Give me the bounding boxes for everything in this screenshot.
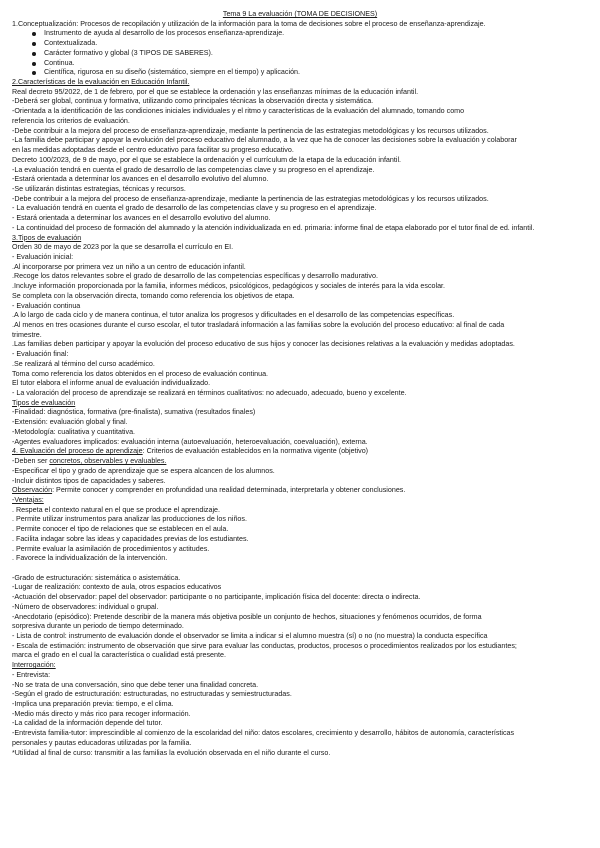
text-line: - Evaluación final: [12, 350, 69, 359]
line-text: : Permite conocer y comprender en profundidad una realidad determinada, interpretarla y obtener conclusiones. [52, 486, 406, 495]
text-line: . Favorece la individualización de la intervención. [12, 554, 168, 563]
text-line: .Incluye información proporcionada por la familia, informes médicos, psicológicos, pedagógicos y sociales de interés para la vida escolar. [12, 282, 446, 291]
document-title: Tema 9 La evaluación (TOMA DE DECISIONES) [222, 10, 378, 18]
mixed-line [12, 457, 588, 467]
underlined-text: 4. Evaluación del proceso de aprendizaje [12, 447, 143, 456]
text-line: marca el grado en el cual la característica o cualidad está presente. [12, 651, 226, 660]
line-text: : Criterios de evaluación establecidos en la normativa vigente (objetivo) [142, 447, 369, 456]
text-line: 1.Conceptualización: Procesos de recopilación y utilización de la información para la toma de decisiones sobre el proceso de enseñanza-aprendizaje. [12, 19, 486, 28]
section-heading: 2.Características de la evaluación en Educación Infantil. [12, 78, 190, 87]
text-line: . Facilita indagar sobre las ideas y capacidades previas de los estudiantes. [12, 534, 249, 543]
text-line: . Permite utilizar instrumentos para analizar las producciones de los niños. [12, 515, 247, 524]
text-line: .Al incorporarse por primera vez un niño a un centro de educación infantil. [12, 262, 246, 271]
text-line: -Metodología: cualitativa y cuantitativa. [12, 427, 136, 436]
text-line: -La calidad de la información depende del tutor. [12, 719, 163, 728]
text-line: El tutor elabora el informe anual de evaluación individualizado. [12, 379, 211, 388]
text-line [12, 564, 588, 574]
text-line: -Según el grado de estructuración: estructuradas, no estructuradas y semiestructuradas. [12, 690, 292, 699]
text-line: . Permite evaluar la asimilación de procedimientos y actitudes. [12, 544, 210, 553]
text-line: Toma como referencia los datos obtenidos en el proceso de evaluación continua. [12, 369, 269, 378]
text-line: . Permite conocer el tipo de relaciones que se establecen en el aula. [12, 525, 229, 534]
text-line: - Lista de control: instrumento de evaluación donde el observador se limita a indicar si el alumno muestra (sí) o no (no muestra) la conducta específica [12, 632, 488, 640]
text-line: -Medio más directo y más rico para recoger información. [12, 709, 191, 718]
text-line: -Número de observadores: individual o grupal. [12, 602, 159, 611]
text-line: -Anecdotario (episódico): Pretende describir de la manera más objetiva posible un conjunto de hechos, situaciones y fenómenos ocurridos, de forma [12, 612, 482, 621]
text-line: .Las familias deben participar y apoyar la evolución del proceso educativo de sus hijos y conocer las decisiones relativas a la evaluación y medidas adoptadas. [12, 340, 515, 349]
text-line: . Respeta el contexto natural en el que se produce el aprendizaje. [12, 505, 221, 514]
text-line: -Se utilizarán distintas estrategias, técnicas y recursos. [12, 184, 186, 193]
text-line: - La continuidad del proceso de formación del alumnado y la atención individualizada en ed. primaria: informe final de etapa elaborado por el tutor final de ed. infantil. [12, 223, 535, 232]
text-line: -No se trata de una conversación, sino que debe tener una finalidad concreta. [12, 680, 259, 689]
text-line: -La familia debe participar y apoyar la evolución del proceso educativo del alumnado, a la vez que ha de conocer las decisiones sobre la evaluación y colaborar [12, 136, 517, 145]
underlined-text: concretos, observables y evaluables. [49, 457, 167, 466]
text-line: - Evaluación continua [12, 301, 81, 310]
text-line: -Debe contribuir a la mejora del proceso de enseñanza-aprendizaje, mediante la pertinencia de las estrategias metodológicas y los recursos utilizados. [12, 126, 489, 135]
bullet-item: Científica, rigurosa en su diseño (sistemático, siempre en el tiempo) y aplicación. [12, 68, 588, 78]
text-line: -Grado de estructuración: sistemática o asistemática. [12, 573, 181, 582]
bullet-item: Instrumento de ayuda al desarrollo de los procesos enseñanza-aprendizaje. [12, 29, 588, 39]
text-line: Decreto 100/2023, de 9 de mayo, por el que se establece la ordenación y el currículum de la etapa de la educación infantil. [12, 155, 402, 164]
text-line: - La evaluación tendrá en cuenta el grado de desarrollo de las competencias clave y su progreso en el aprendizaje. [12, 204, 377, 213]
section-heading: 3.Tipos de evaluación [12, 233, 82, 242]
bullet-item: Carácter formativo y global (3 TIPOS DE SABERES). [12, 49, 588, 59]
text-line: -Agentes evaluadores implicados: evaluación interna (autoevaluación, heteroevaluación, coevaluación), externa. [12, 437, 368, 446]
text-line: .Se realizará al término del curso académico. [12, 359, 155, 368]
text-line: -Lugar de realización: contexto de aula, otros espacios educativos [12, 583, 222, 592]
text-line: - Estará orientada a determinar los avances en el desarrollo evolutivo del alumno. [12, 214, 271, 223]
bullet-item: Contextualizada. [12, 39, 588, 49]
mixed-line [12, 447, 588, 457]
section-heading: -Ventajas: [12, 495, 44, 504]
line-text: -Deben ser [12, 457, 50, 466]
text-line: sorpresiva durante un periodo de tiempo determinado. [12, 622, 184, 631]
text-line: -Entrevista familia-tutor: imprescindible al comienzo de la escolaridad del niño: datos escolares, crecimiento y desarrollo, hábitos de autonomía, características [12, 729, 515, 738]
text-line: -Deberá ser global, continua y formativa, utilizando como principales técnicas la observación directa y sistemática. [12, 97, 374, 106]
text-line: - La valoración del proceso de aprendizaje se realizará en términos cualitativos: no adecuado, adecuado, bueno y excelente. [12, 389, 407, 398]
text-line: .Al menos en tres ocasiones durante el curso escolar, el tutor trasladará información a las familias sobre la evolución del proceso educativo: al final de cada [12, 321, 505, 329]
text-line: -Orientada a la identificación de las condiciones iniciales individuales y el ritmo y características de la evaluación del alumnado, tomando como [12, 107, 465, 116]
bullet-item: Continua. [12, 59, 588, 69]
text-line: -La evaluación tendrá en cuenta el grado de desarrollo de las competencias clave y su progreso en el aprendizaje. [12, 165, 375, 174]
text-line: -Debe contribuir a la mejora del proceso de enseñanza-aprendizaje, mediante la pertinencia de las estrategias metodológicas y los recursos utilizados. [12, 194, 489, 203]
text-line: -Incluir distintos tipos de capacidades y saberes. [12, 476, 166, 485]
text-line: .Recoge los datos relevantes sobre el grado de desarrollo de las competencias específicas y desarrollo madurativo. [12, 272, 378, 281]
text-line: trimestre. [12, 330, 42, 339]
text-line: personales y pautas educadoras utilizadas por la familia. [12, 738, 192, 747]
text-line: - Evaluación inicial: [12, 252, 74, 261]
text-line: -Especificar el tipo y grado de aprendizaje que se espera alcancen de los alumnos. [12, 466, 275, 475]
text-line: - Entrevista: [12, 670, 51, 679]
text-line: -Implica una preparación previa: tiempo, e el clima. [12, 700, 174, 709]
section-heading: Interrogación: [12, 661, 56, 670]
text-line: -Finalidad: diagnóstica, formativa (pre-finalista), sumativa (resultados finales) [12, 408, 256, 417]
text-line: - Escala de estimación: instrumento de observación que sirve para evaluar las conductas, productos, procesos o procedimientos realizados por los estudiantes; [12, 641, 517, 650]
text-line: .A lo largo de cada ciclo y de manera continua, el tutor analiza los progresos y dificultades en el desarrollo de las competencias específicas. [12, 311, 455, 320]
text-line: referencia los criterios de evaluación. [12, 116, 130, 125]
text-line: en las medidas adoptadas desde el centro educativo para facilitar su progreso educativo. [12, 146, 294, 155]
text-line: -Extensión: evaluación global y final. [12, 418, 128, 427]
text-line: Se completa con la observación directa, tomando como referencia los objetivos de etapa. [12, 291, 295, 300]
text-line: Orden 30 de mayo de 2023 por la que se desarrolla el currículo en EI. [12, 243, 234, 252]
section-heading: Tipos de evaluación [12, 398, 76, 407]
document-body [12, 20, 588, 759]
text-line: -Actuación del observador: papel del observador: participante o no participante, implicación física del docente: directa o indirecta. [12, 593, 421, 602]
mixed-line [12, 486, 588, 496]
text-line: -Estará orientada a determinar los avances en el desarrollo evolutivo del alumno. [12, 175, 269, 184]
underlined-text: Observación [12, 486, 53, 495]
text-line: Real decreto 95/2022, de 1 de febrero, por el que se establece la ordenación y las enseñanzas mínimas de la educación infantil. [12, 87, 419, 96]
text-line: *Utilidad al final de curso: transmitir a las familias la evolución observada en el niño durante el curso. [12, 748, 331, 757]
